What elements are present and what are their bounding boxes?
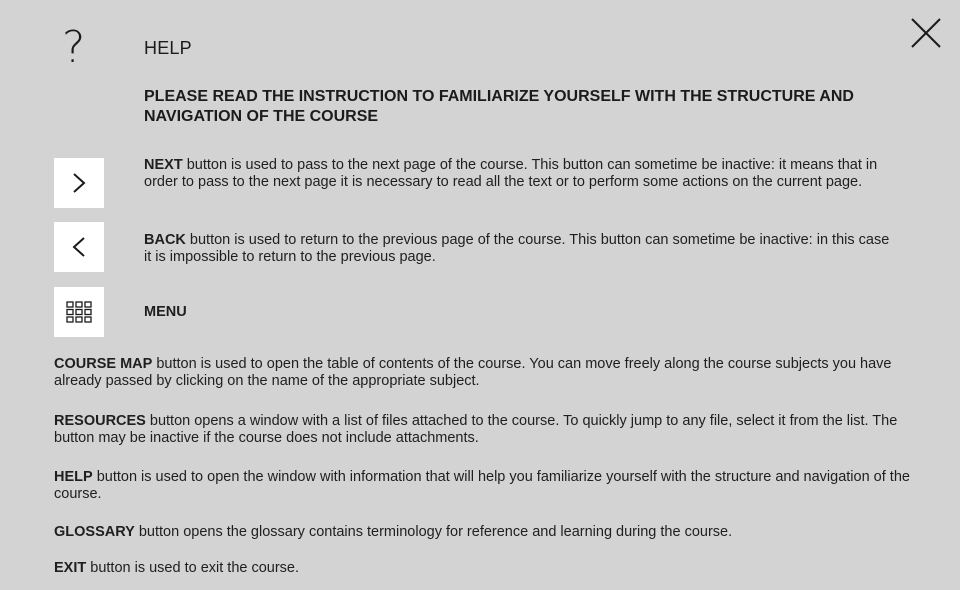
glossary-text: button opens the glossary contains terminology for reference and learning during the course. [134, 524, 733, 540]
course-map-description [54, 356, 934, 390]
next-button-sample [54, 158, 104, 208]
next-description [144, 157, 894, 191]
exit-label: EXIT [54, 560, 87, 576]
chevron-left-icon [67, 235, 91, 259]
menu-label: MENU [144, 304, 187, 320]
resources-text: button opens a window with a list of files attached to the course. To quickly jump to any file, select it from the list. The button may be inactive if the course does not include attachments. [54, 413, 898, 446]
next-label: NEXT [144, 157, 183, 173]
chevron-right-icon [67, 171, 91, 195]
page-title: HELP [144, 38, 192, 58]
intro-heading: PLEASE READ THE INSTRUCTION TO FAMILIARIZE YOURSELF WITH THE STRUCTURE AND NAVIGATION OF THE COURSE [144, 88, 854, 125]
close-button[interactable] [906, 13, 946, 53]
menu-button-sample [54, 287, 104, 337]
grid-menu-icon [66, 301, 92, 323]
help-text: button is used to open the window with information that will help you familiarize yourself with the structure and navigation of the course. [54, 469, 910, 502]
back-description [144, 232, 894, 266]
question-mark-icon: ? [62, 22, 86, 73]
close-icon [906, 13, 946, 53]
back-button-sample [54, 222, 104, 272]
glossary-label: GLOSSARY [54, 524, 135, 540]
resources-description [54, 413, 934, 447]
course-map-text: button is used to open the table of contents of the course. You can move freely along the course subjects you have already passed by clicking on the name of the appropriate subject. [54, 356, 892, 389]
help-description [54, 469, 934, 503]
glossary-description [54, 524, 934, 541]
resources-label: RESOURCES [54, 413, 146, 429]
next-text: button is used to pass to the next page of the course. This button can sometime be inactive: it means that in order to pass to the next page it is necessary to read all the text or to perform some actions on the current page. [144, 157, 878, 190]
exit-description [54, 560, 934, 577]
exit-text: button is used to exit the course. [86, 560, 300, 576]
back-text: button is used to return to the previous page of the course. This button can sometime be inactive: in this case it is impossible to return to the previous page. [144, 232, 890, 265]
back-label: BACK [144, 232, 186, 248]
course-map-label: COURSE MAP [54, 356, 153, 372]
help-label: HELP [54, 469, 93, 485]
